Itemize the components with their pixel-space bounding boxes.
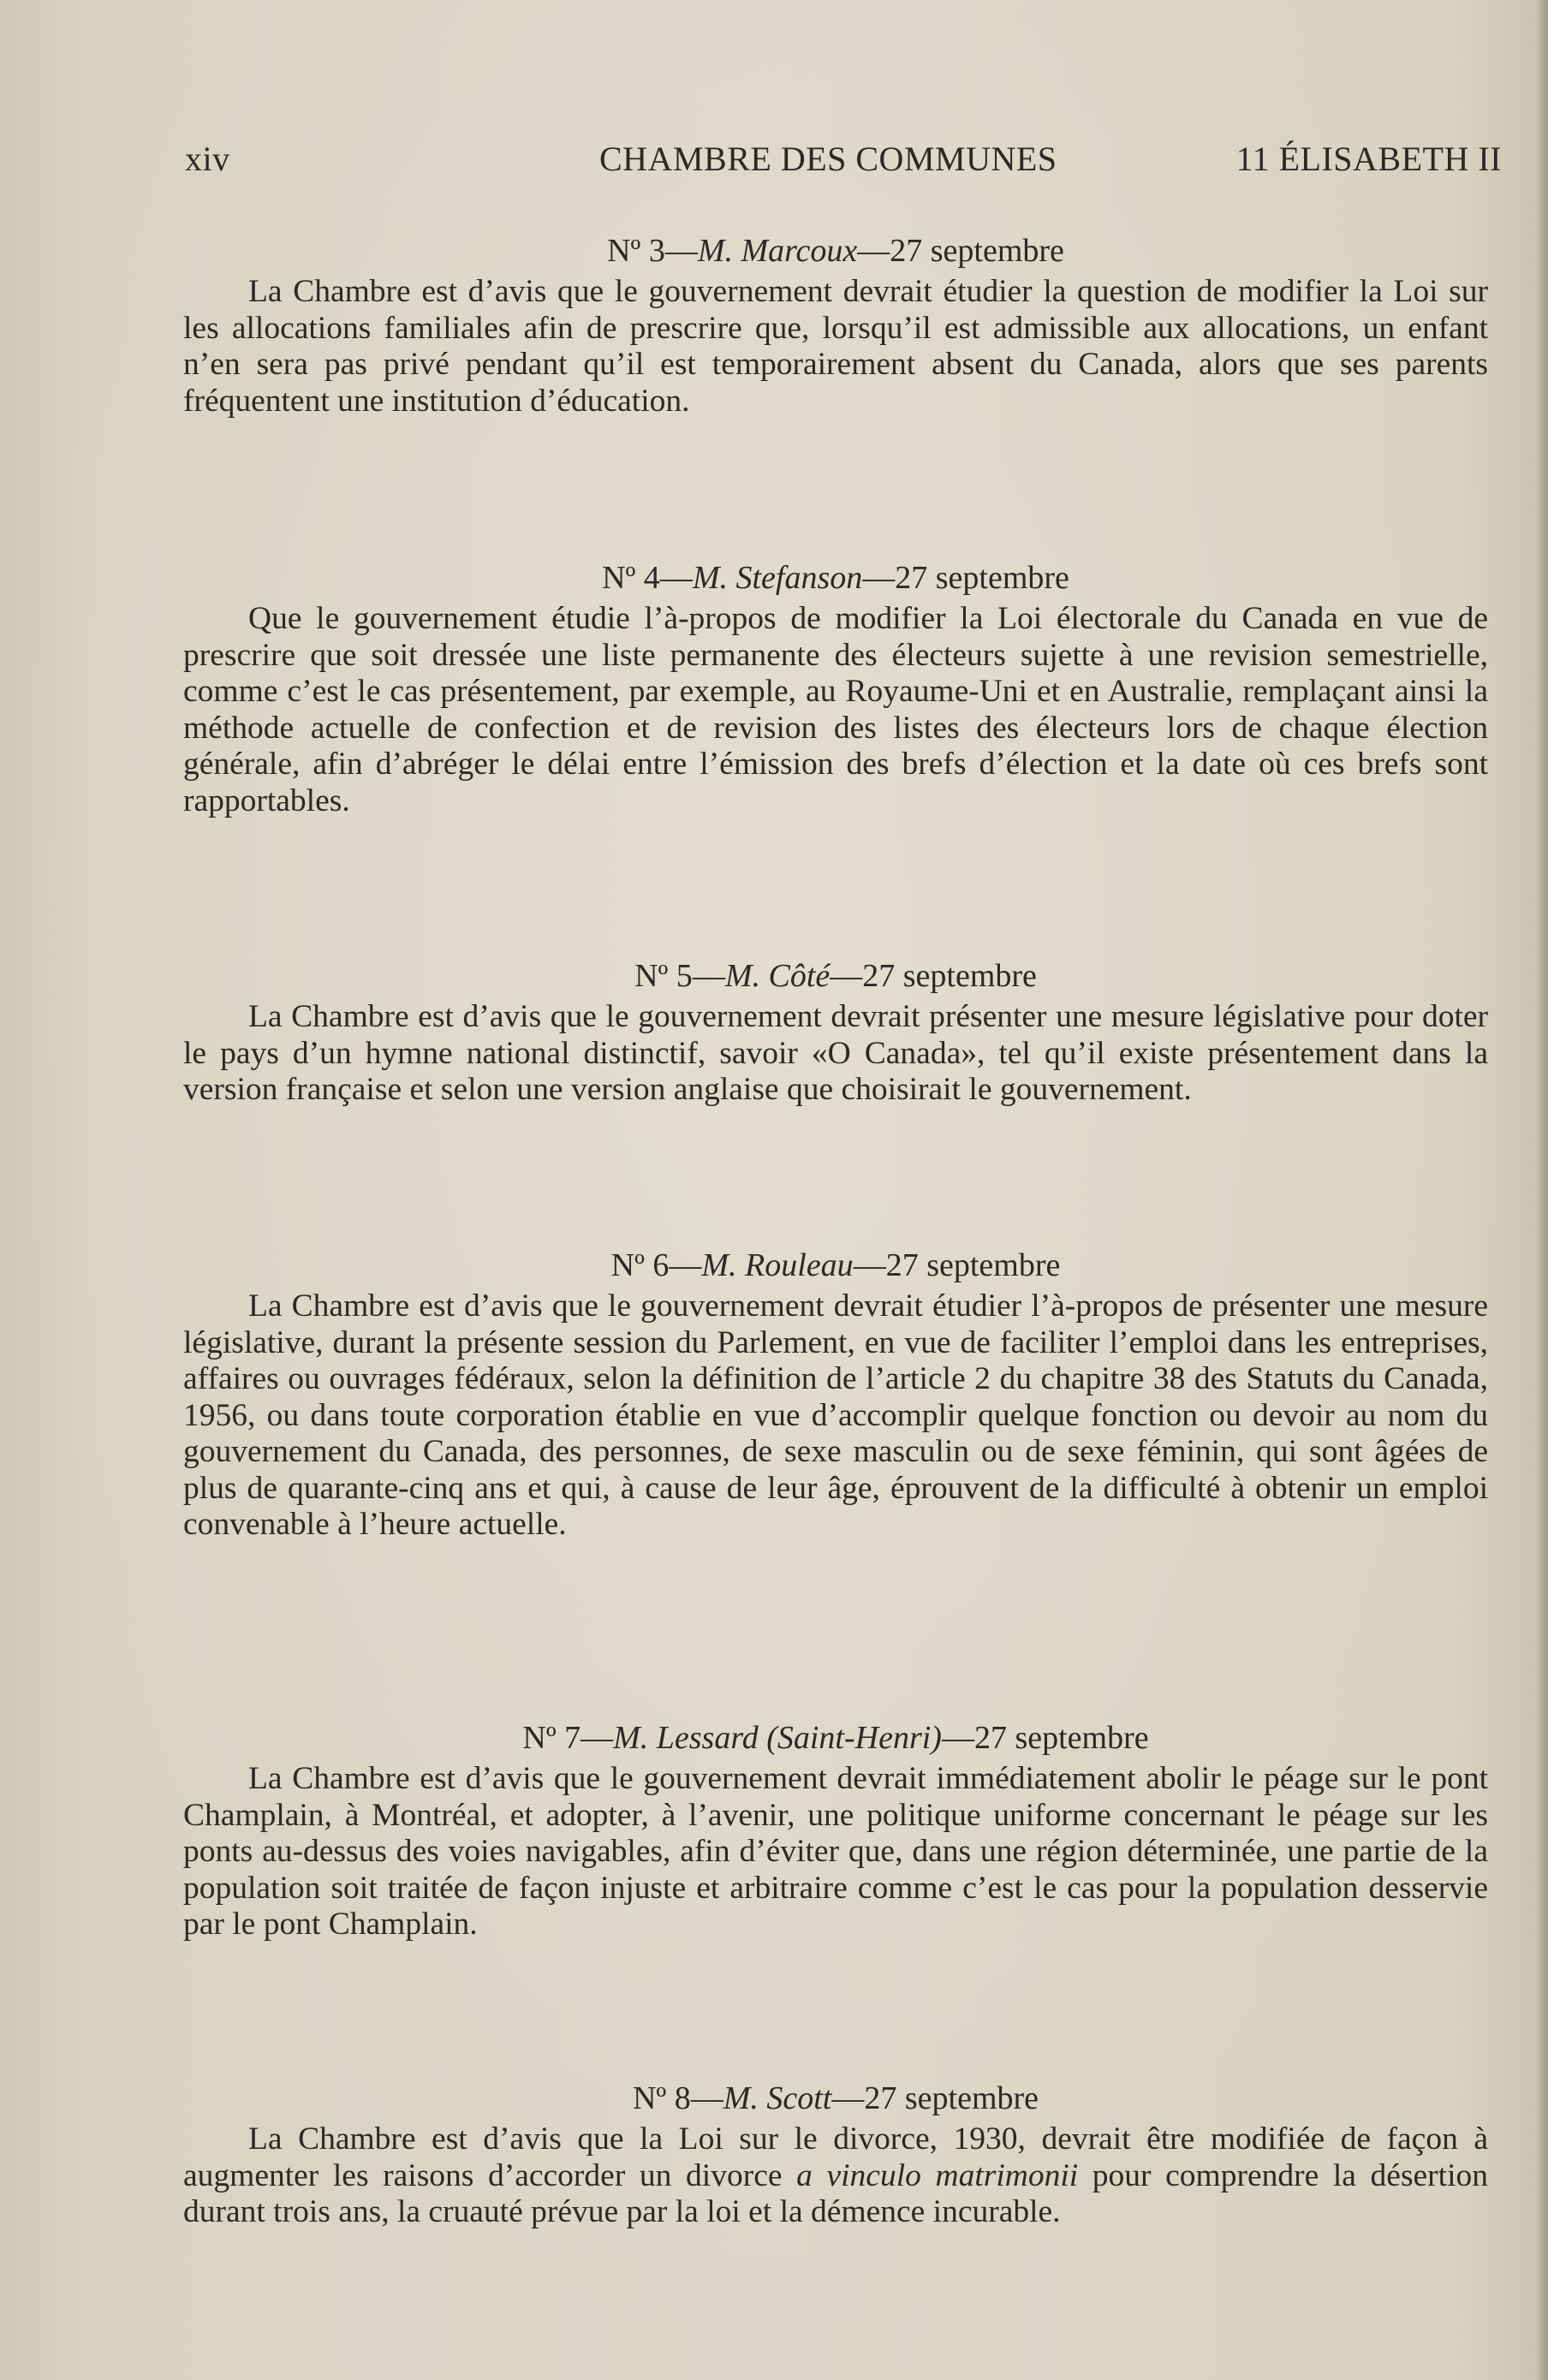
page-edge-shadow xyxy=(1536,0,1548,2380)
motion-member: M. Côté xyxy=(724,958,831,994)
motion-member: M. Marcoux xyxy=(697,233,858,269)
motion-text: La Chambre est d’avis que le gouvernement devrait immédiatement abolir le péage sur le pont Champlain, à Montréal, et adopter, à l’avenir, une politique uniforme concernant le péage sur les ponts au-dessus des voies navigables, afin d’éviter que, dans une région déterminée, une partie de la population soit traitée de façon injuste et arbitraire comme c’est le cas pour la population desservie par le pont Champlain. xyxy=(183,1761,1488,1942)
motion-text-part: pour comprendre la désertion durant trois ans, la cruauté prévue par la loi et la démence incurable. xyxy=(183,2157,1489,2229)
motion-text: La Chambre est d’avis que le gouvernement devrait présenter une mesure législative pour doter le pays d’un hymne national distinctif, savoir «O Canada», tel qu’il existe présentement dans la version française et selon une version anglaise que choisirait le gouvernement. xyxy=(183,999,1488,1107)
motion-number: Nº 8 xyxy=(632,2080,691,2116)
motion-5 xyxy=(183,956,1488,1109)
motion-text: La Chambre est d’avis que le gouvernement devrait étudier l’à-propos de présenter une mesure législative, durant la présente session du Parlement, en vue de faciliter l’emploi dans les entreprises, affaires ou ouvrages fédéraux, selon la définition de l’article 2 du chapitre 38 des Statuts du Canada, 1956, ou dans toute corporation établie en vue d’accomplir quelque fonction ou devoir au nom du gouvernement du Canada, des personnes, de sexe masculin ou de sexe féminin, qui sont âgées de plus de quarante-cinq ans et qui, à cause de leur âge, éprouvent de la difficulté à obtenir un emploi convenable à l’heure actuelle. xyxy=(183,1288,1488,1542)
motion-text xyxy=(183,2121,1488,2231)
motion-heading: Nº 8—M. Scott—27 septembre xyxy=(632,2080,1039,2116)
motion-date: 27 septembre xyxy=(862,958,1037,994)
motion-number: Nº 4 xyxy=(602,560,660,596)
running-header xyxy=(185,139,1502,181)
motion-6 xyxy=(183,1246,1488,1544)
motion-member: M. Lessard (Saint-Henri) xyxy=(613,1720,942,1756)
latin-phrase: a vinculo matrimonii xyxy=(796,2157,1079,2193)
motion-number: Nº 6 xyxy=(610,1247,670,1283)
motion-7 xyxy=(183,1718,1488,1943)
motion-heading: Nº 3—M. Marcoux—27 septembre xyxy=(607,233,1064,269)
motion-number: Nº 5 xyxy=(634,958,693,994)
page-number: xiv xyxy=(185,140,230,178)
motion-heading: Nº 4—M. Stefanson—27 septembre xyxy=(602,560,1069,596)
motion-member: M. Stefanson xyxy=(692,560,863,596)
motion-member: M. Rouleau xyxy=(701,1247,854,1283)
motion-date: 27 septembre xyxy=(864,2080,1039,2116)
motion-heading: Nº 5—M. Côté—27 septembre xyxy=(634,958,1037,994)
motion-3 xyxy=(183,231,1488,419)
motion-date: 27 septembre xyxy=(890,233,1064,269)
motion-number: Nº 3 xyxy=(607,233,665,269)
motion-text-part: La Chambre est d’avis que la Loi sur le divorce, 1930, devrait être modifiée de façon à augmenter les raisons d’accorder un divorce xyxy=(183,2121,1488,2193)
motion-text: Que le gouvernement étudie l’à-propos de modifier la Loi électorale du Canada en vue de prescrire que soit dressée une liste permanente des électeurs sujette à une revision semestrielle, comme c’est le cas présentement, par exemple, au Royaume-Uni et en Australie, remplaçant ainsi la méthode actuelle de confection et de revision des listes des électeurs lors de chaque élection générale, afin d’abréger le délai entre l’émission des brefs d’élection et la date où ces brefs sont rapportables. xyxy=(183,601,1488,818)
motion-member: M. Scott xyxy=(723,2080,832,2116)
motion-8 xyxy=(183,2079,1488,2231)
motion-heading: Nº 7—M. Lessard (Saint-Henri)—27 septembre xyxy=(522,1720,1149,1756)
motion-heading: Nº 6—M. Rouleau—27 septembre xyxy=(610,1247,1061,1283)
header-title: CHAMBRE DES COMMUNES xyxy=(599,140,1057,178)
motion-number: Nº 7 xyxy=(522,1720,581,1756)
motion-text: La Chambre est d’avis que le gouvernement devrait étudier la question de modifier la Loi sur les allocations familiales afin de prescrire que, lorsqu’il est admissible aux allocations, un enfant n’en sera pas privé pendant qu’il est temporairement absent du Canada, alors que ses parents fréquentent une institution d’éducation. xyxy=(183,274,1488,419)
regnal-year: 11 ÉLISABETH II xyxy=(1235,140,1502,178)
motion-4 xyxy=(183,558,1488,819)
motion-date: 27 septembre xyxy=(895,560,1069,596)
motion-date: 27 septembre xyxy=(885,1247,1061,1283)
motion-date: 27 septembre xyxy=(973,1720,1149,1756)
